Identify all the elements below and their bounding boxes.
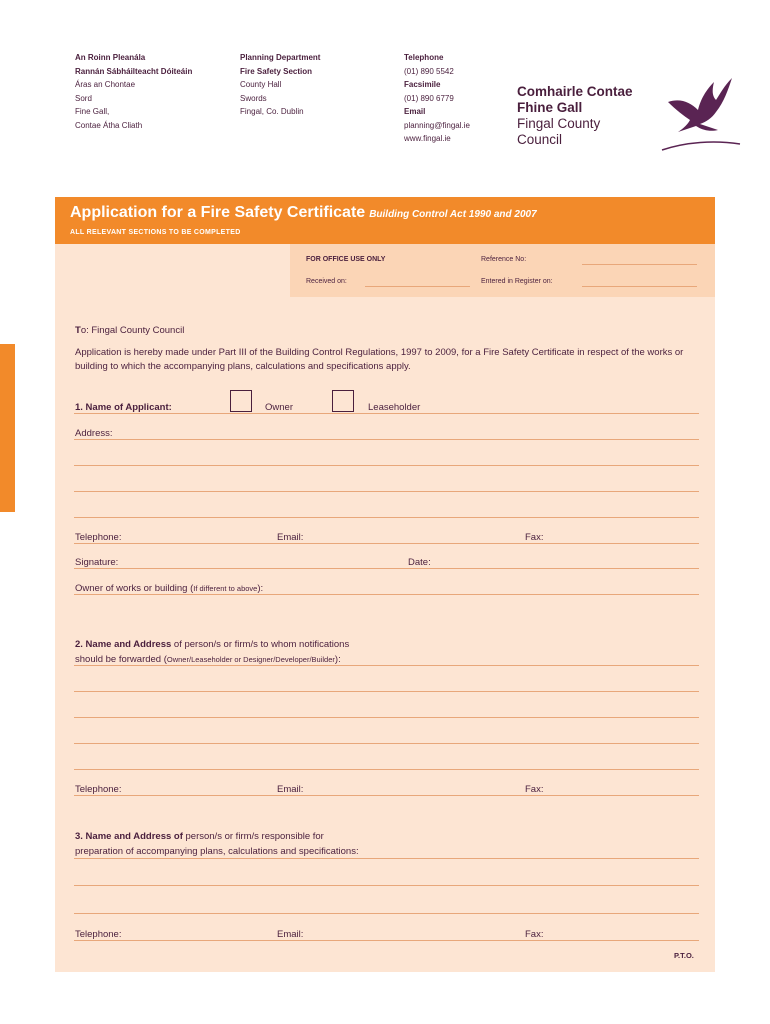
header-line: Telephone	[404, 53, 444, 62]
header-irish-address	[75, 51, 192, 132]
header-line: Fingal, Co. Dublin	[240, 107, 304, 116]
address-label: Address:	[75, 428, 113, 439]
header-line: Fire Safety Section	[240, 66, 313, 76]
notification-field-line2[interactable]	[74, 691, 699, 692]
section3-subheading: preparation of accompanying plans, calculations and specifications:	[75, 846, 359, 857]
preparer-field-line1[interactable]	[74, 858, 699, 859]
logo-line: Council	[517, 132, 563, 147]
owner-label: Owner	[265, 402, 293, 413]
form-subtitle: Building Control Act 1990 and 2007	[369, 209, 537, 220]
section3-label-rest: person/s or firm/s responsible for	[182, 831, 324, 842]
header-contact	[404, 51, 470, 146]
notification-field-line1[interactable]	[74, 665, 699, 666]
section3-email-label: Email:	[277, 929, 304, 940]
section3-fax-label: Fax:	[525, 929, 544, 940]
header-line: An Roinn Pleanála	[75, 53, 146, 62]
section2-contact-field[interactable]	[74, 795, 699, 796]
side-tab	[0, 344, 15, 512]
applicant-name-field[interactable]	[74, 413, 699, 414]
bird-logo-icon	[660, 72, 742, 154]
header-line: Planning Department	[240, 53, 321, 62]
reference-label: Reference No:	[481, 256, 527, 263]
preparer-field-line2[interactable]	[74, 885, 699, 886]
signature-field-line[interactable]	[74, 568, 699, 569]
addressee-text: o: Fingal County Council	[80, 325, 185, 336]
section2-line2: should be forwarded (	[75, 654, 167, 665]
logo-line: Comhairle Contae	[517, 84, 633, 99]
header-line: Contae Átha Cliath	[75, 120, 143, 130]
fax-label: Fax:	[525, 532, 544, 543]
notification-field-line3[interactable]	[74, 717, 699, 718]
owner-works-label	[75, 583, 263, 594]
owner-works-field[interactable]	[74, 594, 699, 595]
header-line: Sord	[75, 93, 92, 103]
header-line: (01) 890 5542	[404, 66, 454, 76]
address-field-line1[interactable]	[74, 439, 699, 440]
header-line: Rannán Sábháilteacht Dóiteáin	[75, 66, 193, 76]
section2-fax-label: Fax:	[525, 784, 544, 795]
entered-field[interactable]	[582, 286, 697, 287]
telephone-label: Telephone:	[75, 532, 122, 543]
header-line: Swords	[240, 93, 267, 103]
section3-heading	[75, 831, 324, 842]
signature-label: Signature:	[75, 557, 119, 568]
header-email-link[interactable]: planning@fingal.ie	[404, 120, 470, 130]
header-line: Áras an Chontae	[75, 80, 136, 89]
section2-email-label: Email:	[277, 784, 304, 795]
received-label: Received on:	[306, 278, 347, 285]
date-label: Date:	[408, 557, 431, 568]
council-logo-text	[517, 84, 633, 148]
logo-line: Fhine Gall	[517, 100, 583, 115]
address-field-line2[interactable]	[74, 465, 699, 466]
contact-field-line[interactable]	[74, 543, 699, 544]
email-label: Email:	[277, 532, 304, 543]
header-website-link[interactable]: www.fingal.ie	[404, 134, 451, 143]
entered-label: Entered in Register on:	[481, 278, 553, 285]
leaseholder-label: Leaseholder	[368, 402, 421, 413]
header-english-address	[240, 51, 320, 119]
header-line: Fine Gall,	[75, 107, 110, 116]
section2-heading	[75, 639, 349, 650]
received-field[interactable]	[365, 286, 470, 287]
logo-line: Fingal County	[517, 116, 601, 131]
office-heading: FOR OFFICE USE ONLY	[306, 256, 386, 263]
section2-label: 2. Name and Address	[75, 639, 172, 650]
pto-label: P.T.O.	[674, 951, 694, 960]
form-title	[70, 204, 537, 222]
section2-label-rest: of person/s or firm/s to whom notifications	[171, 639, 350, 650]
owner-works-end: ):	[257, 583, 264, 594]
section2-telephone-label: Telephone:	[75, 784, 122, 795]
section1-label: 1. Name of Applicant:	[75, 402, 172, 413]
owner-works-text: Owner of works or building (	[75, 583, 194, 594]
section2-subheading	[75, 654, 341, 665]
section3-label: 3. Name and Address of	[75, 831, 183, 842]
section2-line2-end: ):	[334, 654, 341, 665]
address-field-line4[interactable]	[74, 517, 699, 518]
owner-works-note: If different to above	[193, 584, 258, 593]
section3-telephone-label: Telephone:	[75, 929, 122, 940]
application-statement: Application is hereby made under Part III of the Building Control Regulations, 1997 to 2009, for a Fire Safety Certificate in respect of the works or building to which the accompanying plans, calculations and specifications apply.	[75, 347, 684, 372]
header-line: County Hall	[240, 80, 282, 89]
reference-field[interactable]	[582, 264, 697, 265]
header-line: Facsimile	[404, 80, 441, 89]
addressee-initial: T	[75, 325, 81, 336]
notification-field-line4[interactable]	[74, 743, 699, 744]
header-line: Email	[404, 107, 426, 116]
address-field-line3[interactable]	[74, 491, 699, 492]
addressee	[75, 325, 184, 336]
section3-contact-field[interactable]	[74, 940, 699, 941]
leaseholder-checkbox[interactable]	[332, 390, 354, 412]
owner-checkbox[interactable]	[230, 390, 252, 412]
section2-line2-note: Owner/Leaseholder or Designer/Developer/Builder	[166, 655, 335, 664]
form-note: ALL RELEVANT SECTIONS TO BE COMPLETED	[70, 229, 241, 236]
notification-field-line5[interactable]	[74, 769, 699, 770]
form-title-text: Application for a Fire Safety Certificate	[70, 204, 366, 221]
preparer-field-line3[interactable]	[74, 913, 699, 914]
office-use-box	[290, 244, 715, 297]
header-line: (01) 890 6779	[404, 93, 454, 103]
